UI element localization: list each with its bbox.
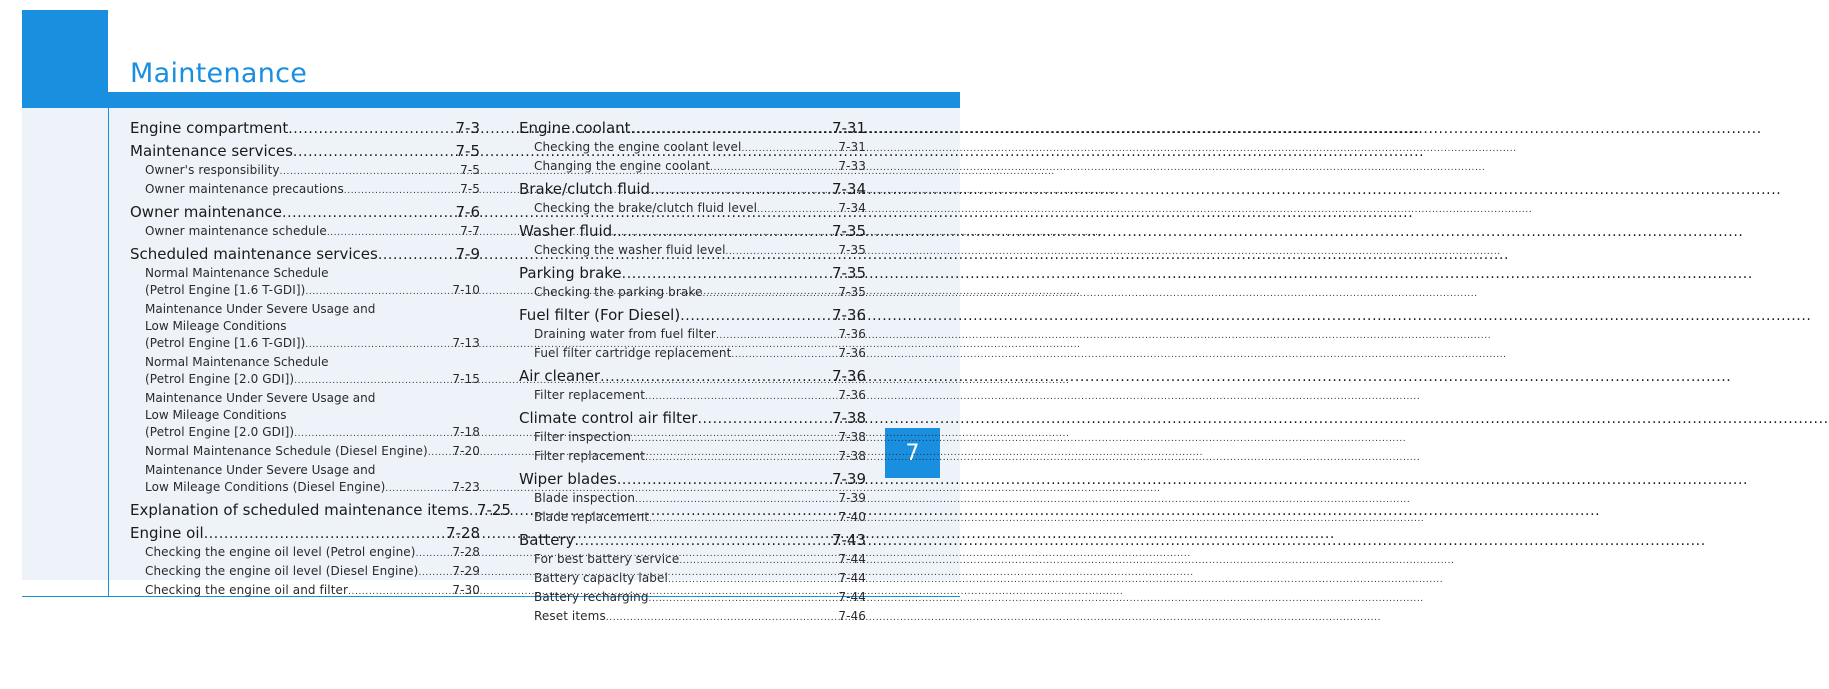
toc-section[interactable] (130, 141, 480, 162)
toc-entry-title: Maintenance services (130, 142, 293, 160)
toc-entry-title: Checking the brake/clutch fluid level (534, 201, 758, 215)
toc-page-number: 7-6 (455, 203, 480, 221)
toc-entry-title: Engine compartment (130, 119, 289, 137)
toc-column-left (130, 116, 511, 601)
toc-section[interactable] (519, 408, 866, 429)
toc-entry-title: Wiper blades (519, 470, 617, 488)
toc-entry-title: Owner maintenance schedule (145, 224, 327, 238)
toc-section[interactable] (519, 179, 866, 200)
toc-page-number: 7-38 (831, 409, 866, 427)
toc-section[interactable] (130, 202, 480, 223)
toc-entry-title: Filter replacement (534, 388, 646, 402)
toc-section[interactable] (130, 523, 480, 544)
dot-leader (469, 500, 477, 521)
toc-section[interactable] (519, 263, 866, 284)
toc-entry-title: Fuel filter (For Diesel) (519, 306, 681, 324)
toc-subentry[interactable] (519, 429, 866, 448)
toc-entry-title: Checking the engine oil and filter (145, 583, 349, 597)
toc-page-number: 7-39 (831, 470, 866, 488)
toc-page-number: 7-35 (838, 243, 866, 257)
toc-page-number: 7-36 (831, 367, 866, 385)
header-rule (108, 92, 960, 108)
toc-page-number: 7-40 (838, 510, 866, 524)
toc-subentry[interactable] (130, 563, 480, 582)
toc-page-number: 7-44 (838, 571, 866, 585)
toc-entry-title: Checking the engine oil level (Diesel Engine) (145, 564, 419, 578)
dot-leader (726, 242, 839, 261)
toc-subentry-line: Normal Maintenance Schedule (145, 355, 329, 369)
toc-entry-title: Blade inspection (534, 491, 636, 505)
dot-leader (757, 200, 838, 219)
dot-leader (631, 429, 838, 448)
toc-entry-title: Reset items (534, 609, 606, 623)
toc-subentry[interactable] (130, 282, 480, 301)
margin-divider (108, 108, 109, 596)
toc-entry-title: Air cleaner (519, 367, 601, 385)
dot-leader (344, 181, 460, 200)
toc-entry-title: Filter replacement (534, 449, 646, 463)
toc-entry-title: Low Mileage Conditions (Diesel Engine) (145, 480, 386, 494)
toc-entry-title: Owner maintenance precautions (145, 182, 344, 196)
toc-subentry[interactable] (519, 551, 866, 570)
toc-page-number: 7-23 (452, 480, 480, 494)
toc-entry-title: Brake/clutch fluid (519, 180, 651, 198)
dot-leader (710, 158, 838, 177)
toc-section[interactable] (130, 244, 480, 265)
dot-leader (294, 371, 452, 390)
dot-leader (293, 141, 456, 162)
dot-leader (731, 345, 838, 364)
toc-entry-title: Checking the engine coolant level (534, 140, 742, 154)
toc-entry-title: Owner maintenance (130, 203, 283, 221)
toc-page-number: 7-9 (455, 245, 480, 263)
dot-leader (282, 202, 455, 223)
toc-subentry[interactable] (519, 589, 866, 608)
dot-leader (631, 118, 832, 139)
toc-entry-title: Blade replacement (534, 510, 650, 524)
toc-page-number: 7-18 (452, 425, 480, 439)
toc-section[interactable] (519, 305, 866, 326)
dot-leader (622, 263, 832, 284)
toc-section[interactable] (519, 221, 866, 242)
toc-page-number: 7-10 (452, 283, 480, 297)
toc-page-number: 7-43 (831, 531, 866, 549)
toc-page-number: 7-38 (838, 430, 866, 444)
toc-entry-title: Climate control air filter (519, 409, 698, 427)
toc-page-number: 7-29 (452, 564, 480, 578)
toc-section[interactable] (519, 469, 866, 490)
toc-subentry[interactable] (519, 509, 866, 528)
toc-subentry[interactable] (130, 443, 480, 462)
toc-subentry-line: Maintenance Under Severe Usage and (145, 463, 376, 477)
toc-entry-title: Parking brake (519, 264, 622, 282)
dot-leader (418, 563, 452, 582)
toc-page-number: 7-35 (831, 264, 866, 282)
dot-leader (327, 223, 460, 242)
dot-leader (697, 408, 832, 429)
toc-page-number: 7-44 (838, 552, 866, 566)
toc-section[interactable] (519, 366, 866, 387)
dot-leader (645, 448, 838, 467)
toc-entry-title: Battery recharging (534, 590, 649, 604)
toc-page-number: 7-35 (838, 285, 866, 299)
toc-subentry-line: Normal Maintenance Schedule (145, 266, 329, 280)
dot-leader (606, 608, 839, 627)
toc-subentry[interactable] (130, 544, 480, 563)
dot-leader (280, 162, 460, 181)
toc-page-number: 7-20 (452, 444, 480, 458)
toc-subentry[interactable] (519, 345, 866, 364)
dot-leader (617, 469, 832, 490)
toc-subentry[interactable] (130, 479, 480, 498)
toc-page-number: 7-3 (455, 119, 480, 137)
toc-page-number: 7-39 (838, 491, 866, 505)
header-color-block (22, 10, 108, 108)
toc-page-number: 7-36 (838, 327, 866, 341)
dot-leader (378, 244, 456, 265)
toc-subentry[interactable] (130, 582, 480, 601)
toc-subentry[interactable] (519, 490, 866, 509)
toc-entry-title: Battery (519, 531, 575, 549)
toc-page-number: 7-34 (831, 180, 866, 198)
dot-leader (649, 589, 839, 608)
dot-leader (716, 326, 838, 345)
toc-page-number: 7-36 (838, 388, 866, 402)
toc-subentry[interactable] (130, 181, 480, 200)
toc-entry-title: (Petrol Engine [2.0 GDI]) (145, 372, 295, 386)
toc-page-number: 7-38 (838, 449, 866, 463)
toc-page-number: 7-31 (838, 140, 866, 154)
toc-subentry-line: Low Mileage Conditions (145, 408, 287, 422)
dot-leader (575, 530, 832, 551)
toc-subentry[interactable] (519, 158, 866, 177)
toc-entry-title: Engine oil (130, 524, 204, 542)
toc-section[interactable] (519, 118, 866, 139)
toc-page-number: 7-35 (831, 222, 866, 240)
toc-page-number: 7-34 (838, 201, 866, 215)
toc-entry-title: Fuel filter cartridge replacement (534, 346, 732, 360)
toc-page-number: 7-46 (838, 609, 866, 623)
toc-subentry[interactable] (519, 139, 866, 158)
toc-page-number: 7-36 (838, 346, 866, 360)
toc-page-number: 7-7 (460, 224, 480, 238)
toc-page-number: 7-36 (831, 306, 866, 324)
toc-page-number: 7-15 (452, 372, 480, 386)
toc-page-number: 7-25 (476, 501, 511, 519)
dot-leader (204, 523, 446, 544)
dot-leader (348, 582, 452, 601)
toc-page-number: 7-33 (838, 159, 866, 173)
toc-entry-title: Scheduled maintenance services (130, 245, 378, 263)
toc-page-number: 7-28 (445, 524, 480, 542)
toc-subentry[interactable] (130, 335, 480, 354)
toc-subentry[interactable] (130, 162, 480, 181)
dot-leader (288, 118, 455, 139)
toc-entry-title: (Petrol Engine [1.6 T-GDI]) (145, 336, 306, 350)
toc-subentry-line: Maintenance Under Severe Usage and (145, 302, 376, 316)
toc-page-number: 7-13 (452, 336, 480, 350)
toc-entry-title: Filter inspection (534, 430, 632, 444)
toc-page-number: 7-5 (460, 182, 480, 196)
toc-subentry[interactable] (519, 284, 866, 303)
dot-leader (645, 387, 838, 406)
toc-section[interactable] (130, 500, 511, 521)
dot-leader (741, 139, 838, 158)
dot-leader (679, 551, 838, 570)
dot-leader (702, 284, 838, 303)
dot-leader (305, 335, 452, 354)
toc-section[interactable] (130, 118, 480, 139)
dot-leader (668, 570, 838, 589)
toc-entry-title: (Petrol Engine [1.6 T-GDI]) (145, 283, 306, 297)
toc-entry-title: Owner's responsibility (145, 163, 280, 177)
dot-leader (635, 490, 838, 509)
toc-subentry[interactable] (519, 448, 866, 467)
toc-subentry[interactable] (130, 371, 480, 390)
dot-leader (416, 544, 453, 563)
toc-entry-title: Washer fluid (519, 222, 613, 240)
dot-leader (385, 479, 452, 498)
toc-entry-title: Normal Maintenance Schedule (Diesel Engine) (145, 444, 428, 458)
dot-leader (649, 509, 838, 528)
toc-subentry[interactable] (130, 223, 480, 242)
toc-page-number: 7-44 (838, 590, 866, 604)
toc-entry-title: Checking the engine oil level (Petrol engine) (145, 545, 416, 559)
toc-entry-title: Explanation of scheduled maintenance items (130, 501, 469, 519)
toc-subentry[interactable] (519, 387, 866, 406)
toc-page-number: 7-31 (831, 119, 866, 137)
toc-entry-title: Draining water from fuel filter (534, 327, 716, 341)
toc-subentry-line: Low Mileage Conditions (145, 319, 287, 333)
toc-subentry-line: Maintenance Under Severe Usage and (145, 391, 376, 405)
toc-entry-title: (Petrol Engine [2.0 GDI]) (145, 425, 295, 439)
toc-subentry[interactable] (130, 424, 480, 443)
dot-leader (294, 424, 452, 443)
toc-page-number: 7-30 (452, 583, 480, 597)
toc-subentry[interactable] (519, 608, 866, 627)
toc-entry-title: Changing the engine coolant (534, 159, 711, 173)
toc-section[interactable] (519, 530, 866, 551)
dot-leader (650, 179, 832, 200)
chapter-tab[interactable]: 7 (885, 428, 940, 478)
toc-entry-title: Checking the washer fluid level (534, 243, 726, 257)
toc-page-number: 7-5 (455, 142, 480, 160)
toc-entry-title: Battery capacity label (534, 571, 668, 585)
dot-leader (600, 366, 832, 387)
page-title: Maintenance (130, 58, 308, 89)
dot-leader (612, 221, 832, 242)
dot-leader (305, 282, 452, 301)
toc-page-number: 7-5 (460, 163, 480, 177)
dot-leader (428, 443, 453, 462)
toc-subentry[interactable] (519, 200, 866, 219)
dot-leader (680, 305, 832, 326)
toc-column-right (519, 116, 866, 627)
toc-subentry[interactable] (519, 242, 866, 261)
toc-subentry[interactable] (519, 326, 866, 345)
toc-page-number: 7-28 (452, 545, 480, 559)
toc-subentry[interactable] (519, 570, 866, 589)
toc-entry-title: Checking the parking brake (534, 285, 703, 299)
toc-entry-title: For best battery service (534, 552, 680, 566)
toc-entry-title: Engine coolant (519, 119, 631, 137)
